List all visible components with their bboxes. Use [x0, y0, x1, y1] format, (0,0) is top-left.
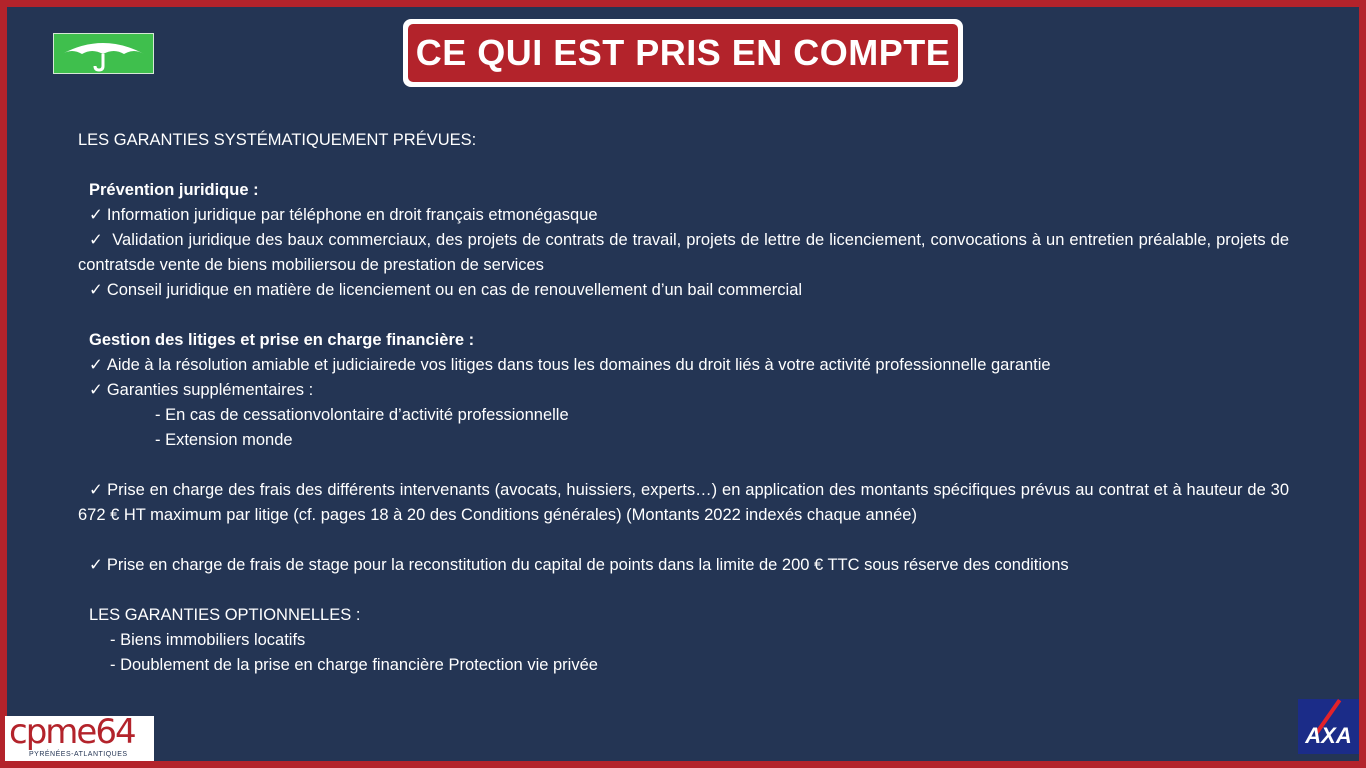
check-icon: ✓	[89, 556, 103, 574]
title-box	[403, 19, 963, 87]
litiges-item: ✓ Garanties supplémentaires :	[89, 381, 314, 399]
check-icon: ✓	[89, 356, 103, 374]
axa-logo	[1298, 699, 1359, 754]
check-icon: ✓	[89, 281, 103, 299]
main-content	[78, 128, 1289, 678]
check-icon: ✓	[89, 206, 103, 224]
frais-item: ✓ Prise en charge des frais des différents intervenants (avocats, huissiers, experts…) en application des montants spécifiques prévus au contrat et à hauteur de 30 672 € HT maximum par litige (cf. pages 18 à 20 des Conditions générales) (Montants 2022 indexés chaque année)	[78, 481, 1290, 524]
optional-item: - Biens immobiliers locatifs	[110, 631, 306, 649]
section-heading-systematic: LES GARANTIES SYSTÉMATIQUEMENT PRÉVUES:	[78, 131, 477, 149]
page-title: CE QUI EST PRIS EN COMPTE	[408, 24, 958, 82]
umbrella-icon	[54, 34, 153, 73]
prevention-heading: Prévention juridique :	[89, 181, 259, 199]
cpme-logo-subtitle: PYRÉNÉES-ATLANTIQUES	[29, 751, 128, 758]
axa-logo-text: AXA	[1305, 723, 1352, 748]
prevention-item: ✓ Information juridique par téléphone en droit français etmonégasque	[89, 206, 598, 224]
check-icon: ✓	[89, 381, 103, 399]
umbrella-logo	[53, 33, 154, 74]
litiges-heading: Gestion des litiges et prise en charge financière :	[89, 331, 475, 349]
cpme-logo	[5, 712, 154, 761]
cpme-logo-text: cpme64	[9, 712, 135, 752]
check-icon: ✓	[89, 481, 104, 499]
prevention-item: ✓ Validation juridique des baux commerciaux, des projets de contrats de travail, projets de lettre de licenciement, convocations à un entretien préalable, projets de contratsde vente de biens mobiliersou de prestation de services	[78, 231, 1289, 274]
litiges-item: ✓ Aide à la résolution amiable et judiciairede vos litiges dans tous les domaines du droit liés à votre activité professionnelle garantie	[89, 356, 1051, 374]
optional-heading: LES GARANTIES OPTIONNELLES :	[89, 606, 361, 624]
prevention-item: ✓ Conseil juridique en matière de licenciement ou en cas de renouvellement d’un bail commercial	[89, 281, 803, 299]
stage-item: ✓ Prise en charge de frais de stage pour la reconstitution du capital de points dans la limite de 200 € TTC sous réserve des conditions	[89, 556, 1069, 574]
litiges-sub-item: - En cas de cessationvolontaire d’activité professionnelle	[155, 406, 569, 424]
optional-item: - Doublement de la prise en charge financière Protection vie privée	[110, 656, 598, 674]
check-icon: ✓	[89, 231, 104, 249]
litiges-sub-item: - Extension monde	[155, 431, 293, 449]
